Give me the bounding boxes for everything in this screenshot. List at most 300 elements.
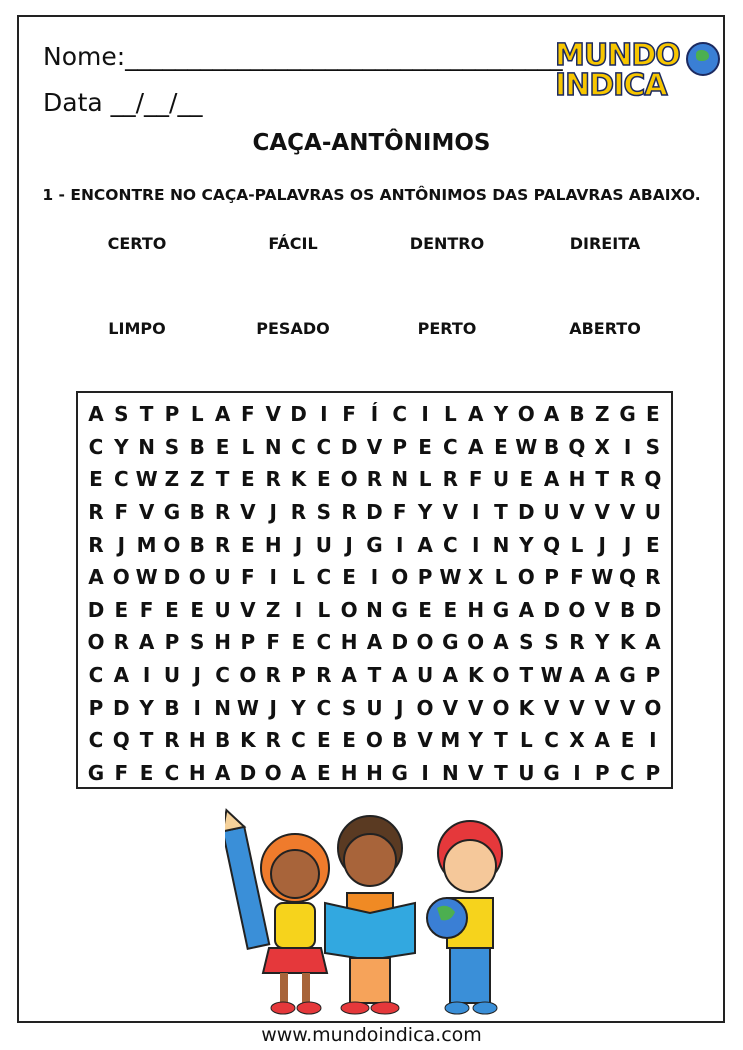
grid-cell: V [619,500,636,525]
grid-cell: E [139,760,154,785]
grid-cell: E [89,467,103,492]
grid-cell: R [164,728,180,753]
children-illustration [225,808,515,1020]
grid-cell: F [241,402,255,427]
grid-cell: A [442,663,459,688]
grid-cell: B [544,434,560,459]
word-item: PESADO [256,319,330,338]
grid-cell: C [392,402,408,427]
grid-cell: Y [291,695,306,720]
grid-cell: O [163,532,181,557]
grid-cell: E [241,467,255,492]
name-field-label: Nome:___________________________________ [43,42,563,71]
grid-cell: V [569,500,585,525]
grid-cell: E [241,532,255,557]
grid-cell: A [569,663,585,688]
grid-cell: F [392,500,407,525]
grid-cell: W [439,565,462,590]
grid-cell: Y [417,500,433,525]
grid-cell: P [392,434,408,459]
grid-cell: R [214,500,231,525]
grid-cell: V [442,695,459,720]
grid-cell: V [594,695,610,720]
grid-cell: F [570,565,584,590]
grid-cell: I [294,597,303,622]
grid-cell: U [518,760,535,785]
grid-cell: L [570,532,584,557]
grid-cell: E [190,597,205,622]
boy-with-book [325,816,415,1014]
grid-cell: B [164,695,180,720]
word-item: PERTO [417,319,477,338]
grid-cell: L [444,402,457,427]
grid-cell: E [291,630,306,655]
grid-row [84,659,665,692]
grid-cell: O [517,565,535,590]
grid-cell: S [519,630,534,655]
grid-cell: L [292,565,305,590]
grid-cell: A [392,663,408,688]
word-item: FÁCIL [268,234,318,253]
grid-cell: V [240,597,256,622]
grid-cell: O [340,597,358,622]
grid-cell: V [240,500,256,525]
grid-cell: C [88,663,104,688]
grid-cell: A [594,663,610,688]
grid-cell: D [518,500,535,525]
grid-cell: V [543,695,560,720]
grid-cell: Y [468,728,483,753]
grid-cell: R [619,467,636,492]
girl-with-pencil [225,808,329,1014]
grid-cell: C [316,434,332,459]
globe-icon [686,42,720,76]
grid-cell: A [543,402,560,427]
grid-cell: H [366,760,383,785]
grid-cell: H [214,630,231,655]
grid-cell: G [366,532,383,557]
grid-cell: E [342,728,356,753]
grid-cell: B [619,597,636,622]
grid-cell: V [417,728,433,753]
grid-row [84,626,665,659]
grid-cell: T [215,467,230,492]
grid-row [84,594,665,627]
grid-cell: A [417,532,433,557]
grid-cell: C [316,565,332,590]
grid-cell: M [440,728,461,753]
grid-row [84,496,665,529]
grid-cell: S [190,630,205,655]
grid-row [84,561,665,594]
grid-cell: G [619,402,636,427]
grid-cell: X [594,434,610,459]
grid-cell: P [594,760,610,785]
grid-cell: K [619,630,636,655]
grid-cell: T [367,663,382,688]
grid-cell: G [619,663,636,688]
grid-cell: K [518,695,535,720]
grid-cell: L [317,597,331,622]
grid-cell: U [315,532,332,557]
grid-cell: I [269,565,277,590]
logo-line2: INDICA [555,68,667,103]
grid-cell: U [644,500,661,525]
grid-cell: W [515,434,538,459]
grid-cell: H [467,597,485,622]
grid-cell: I [193,695,201,720]
grid-cell: P [164,402,180,427]
grid-cell: F [468,467,483,492]
grid-cell: R [645,565,661,590]
grid-cell: C [316,630,332,655]
grid-cell: D [366,500,383,525]
grid-cell: F [266,630,281,655]
grid-cell: K [467,663,484,688]
grid-cell: C [88,434,104,459]
grid-cell: C [316,695,332,720]
grid-cell: D [290,402,307,427]
grid-cell: D [644,597,662,622]
grid-cell: L [519,728,533,753]
grid-cell: I [396,532,404,557]
grid-cell: R [341,500,357,525]
grid-cell: X [467,565,484,590]
grid-cell: C [88,728,104,753]
grid-cell: H [568,467,586,492]
grid-cell: O [568,597,586,622]
grid-cell: Q [619,565,637,590]
grid-cell: T [519,663,534,688]
grid-cell: U [543,500,560,525]
grid-cell: H [188,728,206,753]
grid-cell: R [569,630,585,655]
grid-cell: E [316,467,331,492]
grid-cell: P [164,630,180,655]
grid-cell: G [87,760,105,785]
grid-cell: D [340,434,358,459]
grid-row [84,463,665,496]
grid-cell: G [492,597,510,622]
grid-cell: S [316,500,332,525]
grid-cell: B [189,532,205,557]
grid-cell: E [418,434,432,459]
grid-cell: T [494,760,508,785]
grid-cell: F [114,500,129,525]
grid-cell: P [88,695,104,720]
grid-cell: U [492,467,510,492]
grid-cell: N [214,695,231,720]
grid-cell: Z [164,467,180,492]
grid-cell: Z [594,402,610,427]
grid-cell: J [598,532,606,557]
grid-cell: C [620,760,635,785]
grid-cell: E [114,597,129,622]
grid-cell: B [569,402,585,427]
grid-cell: C [443,532,458,557]
grid-cell: O [188,565,206,590]
grid-cell: Q [644,467,662,492]
grid-cell: W [135,467,158,492]
grid-cell: A [88,402,104,427]
grid-cell: O [492,663,510,688]
grid-cell: R [316,663,332,688]
logo-line1: MUNDO [555,38,680,73]
grid-cell: I [471,500,480,525]
grid-cell: T [595,467,610,492]
grid-cell: Z [189,467,205,492]
grid-cell: E [646,532,660,557]
date-field-label: Data __/__/__ [43,88,203,117]
grid-cell: A [366,630,383,655]
grid-cell: E [165,597,179,622]
grid-cell: R [366,467,383,492]
grid-cell: Y [595,630,610,655]
grid-cell: E [342,565,356,590]
grid-row [84,398,665,431]
grid-cell: O [391,565,409,590]
grid-cell: L [418,467,432,492]
grid-cell: T [494,728,508,753]
grid-cell: R [290,500,307,525]
grid-cell: O [467,630,485,655]
grid-cell: I [573,760,581,785]
grid-row [84,724,665,757]
grid-cell: O [264,760,282,785]
grid-cell: V [594,597,610,622]
grid-cell: H [264,532,282,557]
grid-cell: W [540,663,563,688]
grid-cell: W [135,565,158,590]
boy-with-globe [427,821,502,1014]
grid-cell: Y [519,532,534,557]
grid-cell: I [623,434,632,459]
grid-cell: A [543,467,560,492]
grid-cell: N [442,760,459,785]
grid-cell: H [340,630,358,655]
grid-cell: L [190,402,204,427]
grid-cell: O [492,695,510,720]
grid-cell: N [264,434,282,459]
grid-cell: Q [543,532,561,557]
grid-row [84,691,665,724]
grid-cell: I [142,663,151,688]
grid-cell: E [443,597,458,622]
grid-cell: B [189,500,205,525]
grid-cell: U [214,597,231,622]
grid-cell: V [138,500,155,525]
grid-cell: T [139,728,154,753]
grid-row [84,431,665,464]
grid-cell: P [645,663,661,688]
grid-cell: S [645,434,661,459]
grid-cell: O [416,695,434,720]
grid-cell: V [366,434,383,459]
grid-cell: J [345,532,353,557]
grid-cell: A [467,434,484,459]
grid-cell: B [214,728,231,753]
grid-cell: O [87,630,105,655]
grid-cell: P [291,663,306,688]
grid-cell: F [139,597,154,622]
grid-cell: R [88,500,104,525]
grid-cell: T [494,500,508,525]
grid-cell: S [164,434,180,459]
grid-cell: I [421,402,429,427]
grid-cell: D [163,565,181,590]
grid-cell: R [214,532,231,557]
grid-cell: A [341,663,357,688]
grid-cell: P [240,630,256,655]
grid-cell: R [265,728,281,753]
grid-cell: R [113,630,130,655]
grid-cell: F [114,760,129,785]
grid-cell: K [240,728,256,753]
grid-cell: Í [370,402,379,427]
grid-cell: G [543,760,560,785]
grid-cell: E [620,728,635,753]
grid-cell: Y [493,402,509,427]
grid-cell: E [418,597,432,622]
grid-cell: O [365,728,383,753]
grid-cell: F [241,565,255,590]
grid-cell: N [391,467,409,492]
grid-cell: J [294,532,303,557]
grid-cell: J [396,695,404,720]
mundo-indica-logo [553,40,721,105]
grid-cell: A [290,760,307,785]
grid-cell: S [341,695,357,720]
grid-cell: U [214,565,231,590]
grid-cell: A [594,728,610,753]
grid-cell: H [340,760,358,785]
grid-cell: S [114,402,129,427]
grid-cell: A [645,630,661,655]
grid-cell: V [442,500,459,525]
grid-cell: I [471,532,480,557]
grid-cell: O [517,402,535,427]
grid-cell: W [236,695,259,720]
grid-cell: U [416,663,434,688]
grid-cell: A [214,760,231,785]
word-search-grid [76,391,673,789]
grid-cell: G [391,760,408,785]
page-title: CAÇA-ANTÔNIMOS [252,130,491,156]
grid-cell: Y [114,434,129,459]
grid-cell: E [316,760,331,785]
word-item: DIREITA [569,234,641,253]
grid-cell: J [117,532,126,557]
grid-cell: I [421,760,429,785]
grid-cell: R [265,663,281,688]
grid-cell: M [136,532,157,557]
grid-cell: I [649,728,657,753]
grid-cell: T [139,402,154,427]
grid-cell: J [193,663,201,688]
grid-cell: V [569,695,585,720]
grid-cell: R [442,467,459,492]
grid-cell: D [543,597,560,622]
word-item: ABERTO [569,319,641,338]
grid-cell: V [467,760,484,785]
grid-cell: E [494,434,508,459]
word-item: DENTRO [409,234,485,253]
word-item: LIMPO [108,319,166,338]
grid-cell: Y [139,695,154,720]
grid-cell: N [492,532,510,557]
grid-cell: G [163,500,181,525]
grid-cell: A [138,630,155,655]
grid-cell: Q [568,434,586,459]
grid-cell: Q [112,728,130,753]
grid-cell: C [164,760,180,785]
grid-cell: Z [265,597,281,622]
grid-cell: V [467,695,484,720]
grid-cell: D [391,630,409,655]
grid-cell: S [544,630,559,655]
grid-cell: P [645,760,661,785]
grid-row [84,757,665,790]
grid-cell: P [544,565,559,590]
instruction: 1 - ENCONTRE NO CAÇA-PALAVRAS OS ANTÔNIMOS DAS PALAVRAS ABAIXO. [42,186,701,204]
grid-cell: C [291,728,306,753]
grid-cell: J [623,532,632,557]
grid-cell: N [138,434,155,459]
grid-cell: U [366,695,383,720]
grid-cell: P [417,565,433,590]
grid-cell: J [269,695,277,720]
grid-cell: O [416,630,434,655]
grid-cell: C [291,434,306,459]
grid-cell: R [265,467,281,492]
grid-cell: L [494,565,508,590]
footer-url: www.mundoindica.com [261,1024,482,1046]
grid-cell: B [392,728,408,753]
grid-cell: D [239,760,257,785]
grid-cell: B [189,434,205,459]
grid-cell: A [518,597,535,622]
grid-cell: A [467,402,484,427]
grid-cell: K [290,467,307,492]
grid-cell: E [519,467,534,492]
grid-cell: C [113,467,129,492]
grid-cell: I [370,565,379,590]
grid-cell: V [265,402,281,427]
grid-cell: N [366,597,383,622]
grid-cell: F [342,402,356,427]
grid-cell: E [316,728,331,753]
grid-cell: C [443,434,458,459]
grid-cell: O [239,663,257,688]
grid-cell: A [113,663,130,688]
word-item: CERTO [107,234,167,253]
grid-cell: C [215,663,230,688]
grid-cell: A [88,565,104,590]
grid-cell: G [442,630,459,655]
grid-cell: L [241,434,255,459]
grid-cell: C [544,728,559,753]
grid-cell: J [269,500,277,525]
grid-cell: D [87,597,105,622]
grid-cell: A [493,630,509,655]
grid-cell: O [340,467,358,492]
grid-cell: I [320,402,328,427]
grid-cell: X [569,728,585,753]
grid-cell: E [646,402,660,427]
grid-cell: R [88,532,104,557]
grid-cell: H [188,760,206,785]
grid-cell: O [112,565,130,590]
